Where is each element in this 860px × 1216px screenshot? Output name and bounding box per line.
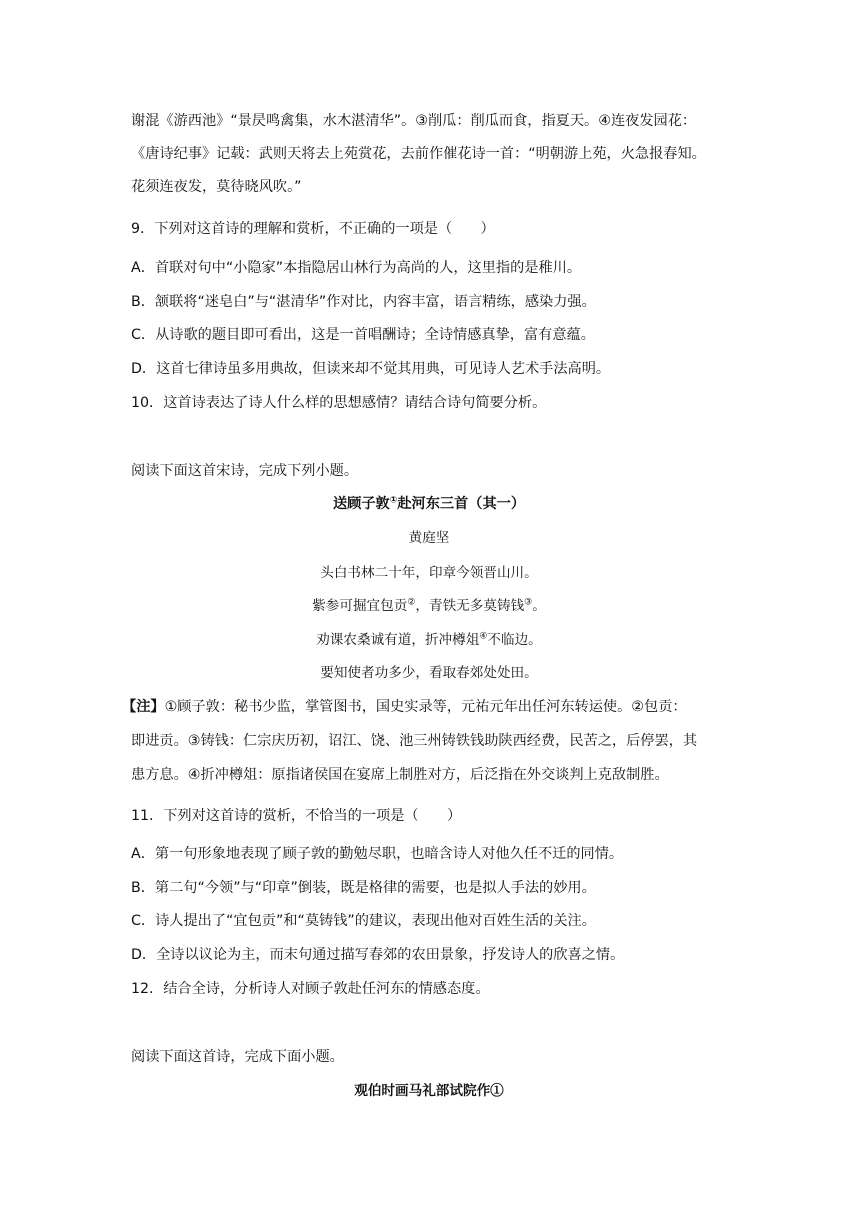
question-10: 10．这首诗表达了诗人什么样的思想感情？请结合诗句简要分析。 — [131, 395, 547, 411]
note-line-2: 《唐诗纪事》记载：武则天将去上苑赏花，去前作催花诗一首：“明朝游上苑，火急报春知。 — [131, 146, 706, 162]
poem-line-1: 头白书林二十年，印章今领晋山川。 — [320, 565, 538, 581]
poem-title — [131, 494, 727, 514]
notes-text-1: ①顾子敦：秘书少监，掌管图书，国史实录等，元祐元年出任河东转运使。②包贡： — [164, 699, 687, 715]
poem-author: 黄庭坚 — [408, 530, 450, 546]
q9-option-a: A．首联对句中“小隐家”本指隐居山林行为高尚的人，这里指的是稚川。 — [131, 260, 582, 276]
poem-line-2-b: ，青铁无多莫铸钱 — [415, 598, 525, 614]
q9-option-c: C．从诗歌的题目即可看出，这是一首唱酬诗；全诗情感真挚，富有意蕴。 — [131, 327, 595, 343]
section-3-instruction: 阅读下面这首诗，完成下面小题。 — [131, 1049, 344, 1065]
poem-line-2-a: 紫参可掘宜包贡 — [312, 598, 408, 614]
poem-line-2-c: 。 — [532, 598, 546, 614]
section-3-poem-title: 观伯时画马礼部试院作① — [354, 1083, 504, 1099]
note-line-1: 谢混《游西池》“景昃鸣禽集，水木湛清华”。③削瓜：削瓜而食，指夏天。④连夜发园花： — [131, 113, 697, 129]
q9-option-b: B．颔联将“迷皂白”与“湛清华”作对比，内容丰富，语言精练，感染力强。 — [131, 294, 596, 310]
section-2-instruction: 阅读下面这首宋诗，完成下列小题。 — [131, 463, 359, 479]
poem-line-3 — [131, 630, 727, 650]
poem-line-3-b: 不临边。 — [487, 632, 542, 648]
q11-option-d: D．全诗以议论为主，而末句通过描写春郊的农田景象，抒发诗人的欣喜之情。 — [131, 947, 625, 963]
note-line-3: 花须连夜发，莫待晓风吹。” — [131, 179, 302, 195]
poem-note-mark-3: ③ — [524, 597, 533, 608]
poem-note-mark-4: ④ — [479, 631, 488, 642]
question-11-stem: 11．下列对这首诗的赏析，不恰当的一项是（ ） — [131, 808, 462, 824]
poem-title-rest: 赴河东三首（其一） — [397, 496, 526, 512]
q9-option-d: D．这首七律诗虽多用典故，但读来却不觉其用典，可见诗人艺术手法高明。 — [131, 361, 611, 377]
poem-note-mark-2: ② — [407, 597, 416, 608]
q11-option-b: B．第二句“今领”与“印章”倒装，既是格律的需要，也是拟人手法的妙用。 — [131, 880, 596, 896]
poem-line-3-a: 劝课农桑诚有道，折冲樽俎 — [316, 632, 480, 648]
poem-line-2 — [131, 596, 727, 616]
poem-line-4: 要知使者功多少，看取春郊处处田。 — [320, 665, 538, 681]
poem-title-main: 送顾子敦 — [332, 496, 390, 512]
notes-label: 【注】 — [122, 699, 165, 715]
question-12: 12．结合全诗，分析诗人对顾子敦赴任河东的情感态度。 — [131, 981, 490, 997]
q11-option-c: C．诗人提出了“宜包贡”和“莫铸钱”的建议，表现出他对百姓生活的关注。 — [131, 913, 596, 929]
notes-line-3: 患方息。④折冲樽俎：原指诸侯国在宴席上制胜对方，后泛指在外交谈判上克敌制胜。 — [131, 767, 669, 783]
q11-option-a: A．第一句形象地表现了顾子敦的勤勉尽职，也暗含诗人对他久任不迁的同情。 — [131, 846, 624, 862]
notes-line-2: 即进贡。③铸钱：仁宗庆历初，诏江、饶、池三州铸铁钱助陕西经费，民苦之，后停罢，其 — [131, 733, 698, 749]
question-9-stem: 9．下列对这首诗的理解和赏析，不正确的一项是（ ） — [131, 221, 495, 237]
poem-title-note-mark: ① — [389, 495, 398, 506]
notes-line-1 — [122, 697, 742, 717]
